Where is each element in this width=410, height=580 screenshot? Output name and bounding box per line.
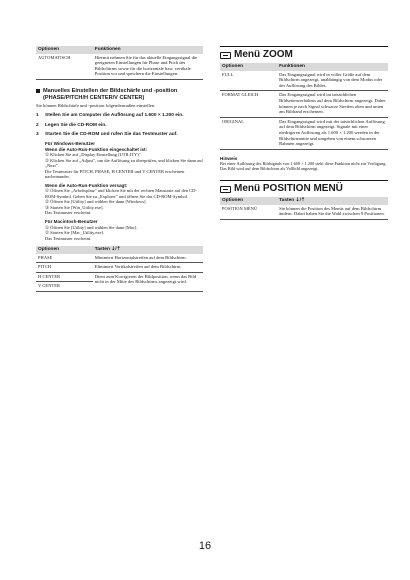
bullet-square-icon: [36, 89, 40, 93]
table-row: [36, 54, 203, 80]
instruction-line: Das Testmuster erscheint.: [45, 235, 92, 241]
zoom-menu-heading: [220, 46, 388, 61]
manual-adjust-table: [36, 246, 203, 292]
instruction-line: ② Klicken Sie auf „Adjust", um die Auflösung zu überprüfen, und klicken Sie dann auf „Next".: [45, 157, 203, 169]
table-row: [220, 117, 388, 149]
step-1: [36, 113, 203, 119]
option-description: Sie können die Position des Menüs auf dem Bildschirm ändern. Dabei haben Sie die Wahl zwischen 9 Positionen.: [277, 205, 388, 220]
hint-heading: Hinweis: [220, 155, 238, 161]
option-name: POSITION MENÜ: [220, 205, 277, 220]
table-row: [36, 254, 203, 263]
section-heading: [36, 88, 203, 101]
option-description: Eliminiert Vertikalstreifen auf dem Bildschirm.: [93, 263, 203, 273]
option-name: AUTOMATISCH: [36, 54, 93, 80]
table-header-cell: Tasten ⇣/⇡: [93, 246, 203, 254]
table-row: [220, 71, 388, 91]
table-header-cell: Optionen: [36, 46, 93, 54]
step-text: Starten Sie die CD-ROM und rufen Sie das Testmuster auf.: [45, 132, 178, 138]
table-header-cell: Optionen: [220, 197, 277, 205]
autorun-off-heading: Wenn die Auto-Run-Funktion versagt:: [45, 182, 128, 188]
zoom-table: [220, 63, 388, 150]
section-intro: Sie können Bildschärfe und -position folgendermaßen einstellen.: [36, 103, 156, 109]
table-header-cell: Funktionen: [277, 63, 388, 71]
option-description: Das Eingangssignal wird in voller Größe auf dem Bildschirm angezeigt, unabhängig von dem Modus oder der Auflösung des Bildes.: [277, 71, 388, 91]
left-column: [36, 46, 203, 292]
table-header-cell: Optionen: [36, 246, 93, 254]
instruction-line: ① Öffnen Sie [Utility] und wählen Sie dann [Mac].: [45, 224, 138, 230]
zoom-menu-title: Menü ZOOM: [234, 49, 293, 60]
right-column: [220, 46, 388, 220]
option-description: Hiermit nehmen Sie für das aktuelle Eingangssignal die geeigneten Einstellungen für Phase und Pitch des Bildschirms sowie für die horizontale bzw. vertikale Position vor und speichern die Einstellungen.: [93, 54, 203, 80]
option-description: Dient zum Korrigieren der Bildposition, wenn das Bild nicht in der Mitte des Bildschirms angezeigt wird.: [93, 272, 203, 291]
step-2: [36, 123, 203, 129]
autorun-on-heading: Wenn die Auto-Run-Funktion eingeschaltet ist:: [45, 146, 148, 152]
mac-heading: Für Macintosh-Benutzer: [45, 218, 98, 224]
page-number: 16: [198, 540, 212, 552]
instruction-line: ② Starten Sie [Mac_Utility.exe].: [45, 230, 105, 236]
table-header-cell: Funktionen: [93, 46, 203, 54]
step-3: [36, 132, 203, 138]
option-name: PITCH: [36, 263, 93, 273]
table-row: [220, 205, 388, 220]
option-description: Minimiert Horizontalstreifen auf dem Bildschirm.: [93, 254, 203, 263]
table-header-cell: Optionen: [220, 63, 277, 71]
table-header-row: [220, 63, 388, 71]
instruction-line: ② Öffnen Sie [Utility] und wählen Sie dann [Windows].: [45, 199, 147, 205]
instruction-line: ① Öffnen Sie „Arbeitsplatz" und klicken Sie mit der rechten Maustaste auf den CD-ROM-Symbol. Gehen Sie zu „Explorer" und öffnen Sie das CD-ROM-Symbol.: [45, 188, 197, 199]
option-name: H CENTER: [36, 272, 93, 282]
option-description: Das Eingangssignal wird im tatsächlichen Bildseitenverhältnis auf dem Bildschirm angezeigt. Daher können je nach Signal schwarze Streifen oben und unten am Bildrand erscheinen.: [277, 91, 388, 117]
step-number: 2: [36, 122, 39, 128]
option-name: V CENTER: [36, 282, 93, 292]
step-number: 1: [36, 112, 39, 118]
section-heading-text: Manuelles Einstellen der Bildschärfe und -position (PHASE/PITCH/H CENTER/V CENTER): [43, 87, 178, 101]
position-menu-heading: [220, 180, 388, 195]
instruction-line: Das Testmuster erscheint.: [45, 210, 92, 216]
instruction-line: Die Testmuster für PITCH, PHASE, H CENTER und V CENTER erscheinen nacheinander.: [45, 168, 185, 180]
table-header-row: [36, 246, 203, 254]
table-row: [220, 91, 388, 117]
menu-icon: [220, 186, 231, 193]
auto-options-table: [36, 46, 203, 80]
option-description: Das Eingangssignal wird mit der tatsächlichen Auflösung auf dem Bildschirm angezeigt. Signale mit einer niedrigeren Auflösung als 1.600 × 1.200 werden in der Bildschirmmitte und umgeben von einem schwarzen Rahmen angezeigt.: [277, 117, 388, 149]
table-header-cell: Tasten ⇣/⇡: [277, 197, 388, 205]
step-text: Legen Sie die CD-ROM ein.: [45, 122, 107, 128]
windows-heading: Für Windows-Benutzer: [45, 141, 95, 147]
step-text: Stellen Sie am Computer die Auflösung auf 1.600 × 1.200 ein.: [45, 112, 184, 118]
position-menu-title: Menü POSITION MENÜ: [234, 183, 343, 195]
table-header-row: [36, 46, 203, 54]
option-name: ORIGINAL: [220, 117, 277, 149]
table-header-row: [220, 197, 388, 205]
step-number: 3: [36, 132, 39, 138]
table-row: [36, 272, 203, 282]
hint-text: Bei einer Auflösung des Bildsignals von 1.600 × 1.200 steht diese Funktion nicht zur Verfügung. Das Bild wird auf dem Bildschirm als Vollbild angezeigt.: [220, 160, 387, 171]
position-table: [220, 197, 388, 220]
option-name: PHASE: [36, 254, 93, 263]
table-row: [36, 263, 203, 273]
option-name: FULL: [220, 71, 277, 91]
instruction-line: ① Klicken Sie auf „Display Einstellung (UTILITY)".: [45, 152, 142, 158]
option-name: FORMAT GLEICH: [220, 91, 277, 117]
menu-icon: [220, 52, 231, 59]
instruction-line: ③ Starten Sie [Win_Utility.exe].: [45, 204, 104, 210]
